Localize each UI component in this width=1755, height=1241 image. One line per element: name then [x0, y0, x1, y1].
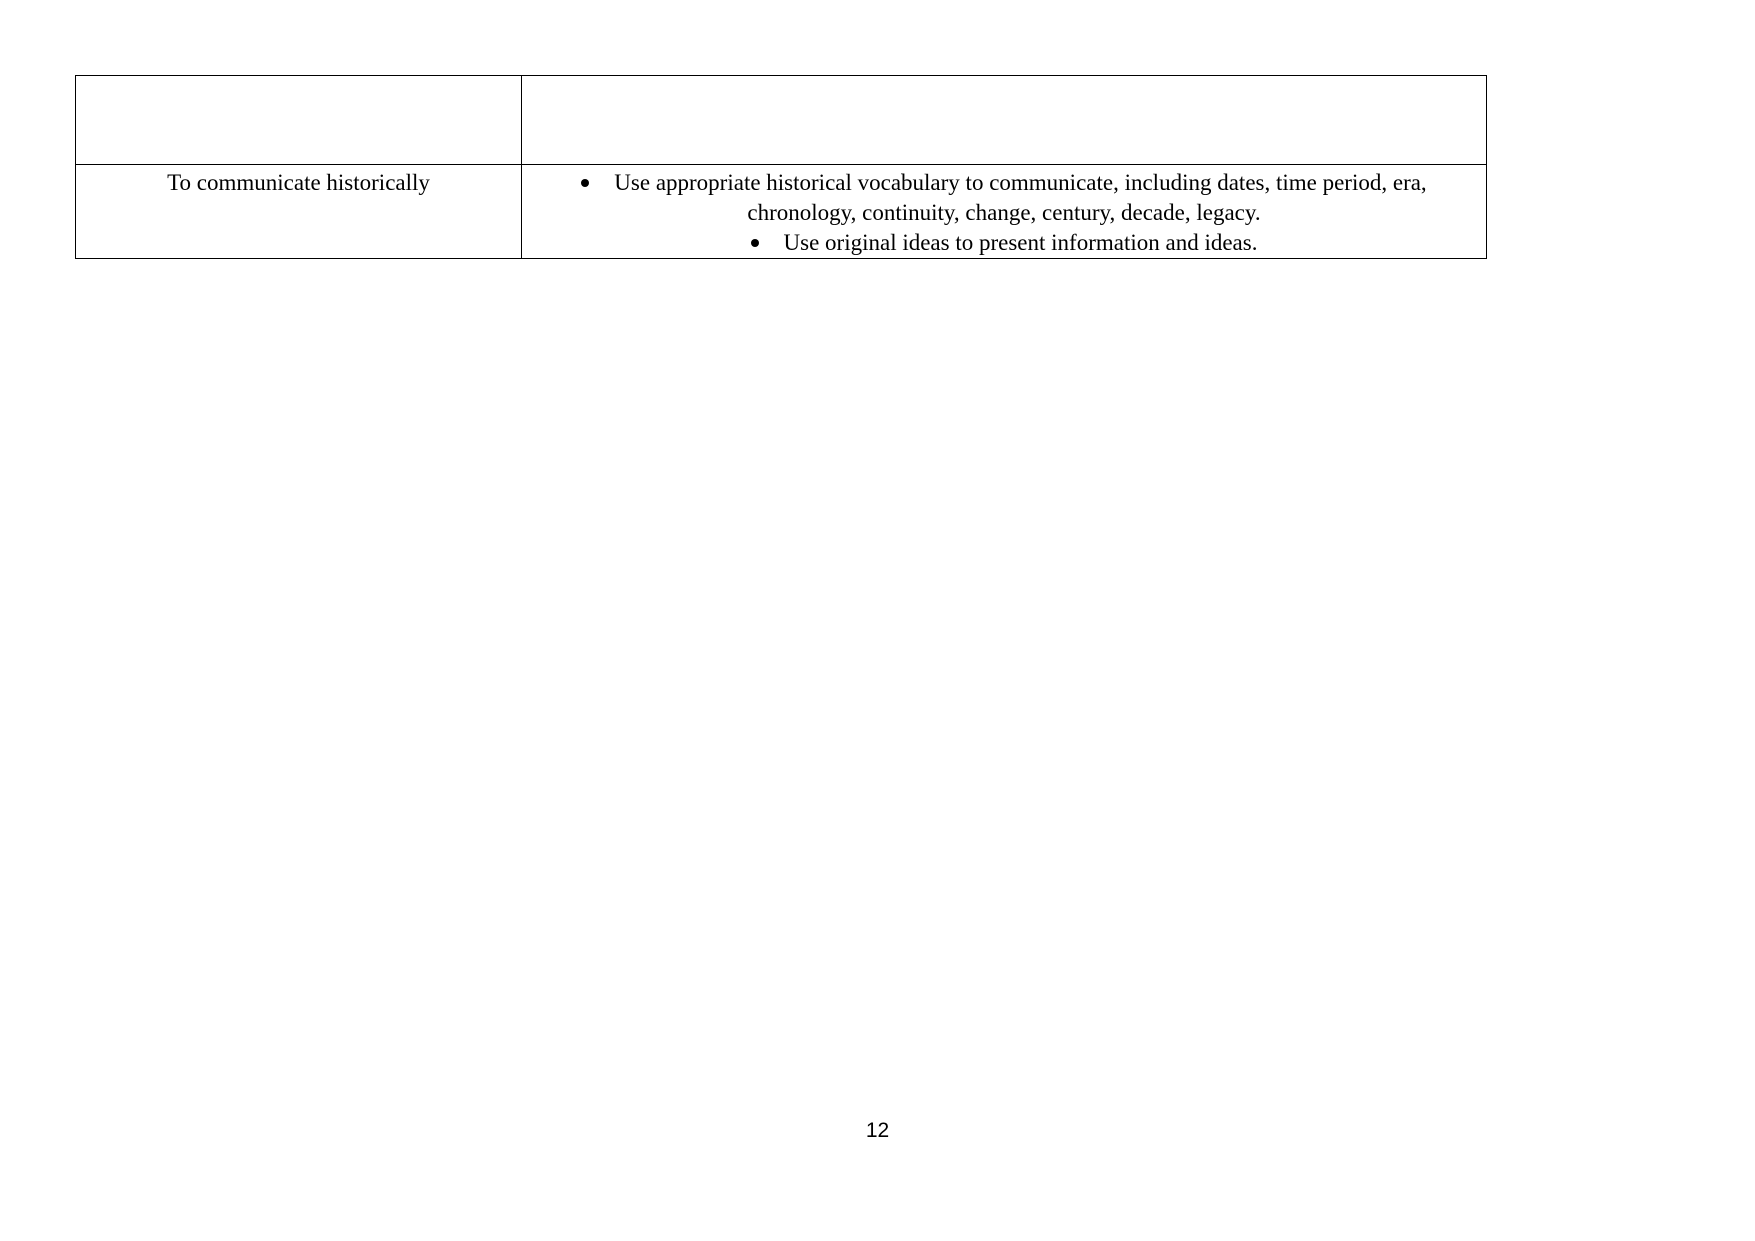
table-row: [76, 76, 1487, 165]
detail-cell: [522, 76, 1487, 165]
list-item-text: Use appropriate historical vocabulary to communicate, including dates, time period, era, chronology, continuity, change, century, decade, legacy.: [614, 170, 1427, 225]
bullet-icon: [581, 179, 589, 187]
list-item: [542, 168, 1466, 228]
skill-label: [76, 76, 521, 79]
skills-table: [75, 75, 1487, 259]
page-number: 12: [865, 1119, 890, 1142]
table-row: [76, 165, 1487, 259]
detail-cell: [522, 165, 1487, 259]
detail-list: [522, 165, 1486, 258]
skill-cell: [76, 76, 522, 165]
bullet-icon: [751, 239, 759, 247]
list-item: [542, 228, 1466, 258]
skill-cell: [76, 165, 522, 259]
skill-label: To communicate historically: [167, 170, 430, 195]
list-item-text: Use original ideas to present information and ideas.: [783, 230, 1258, 255]
